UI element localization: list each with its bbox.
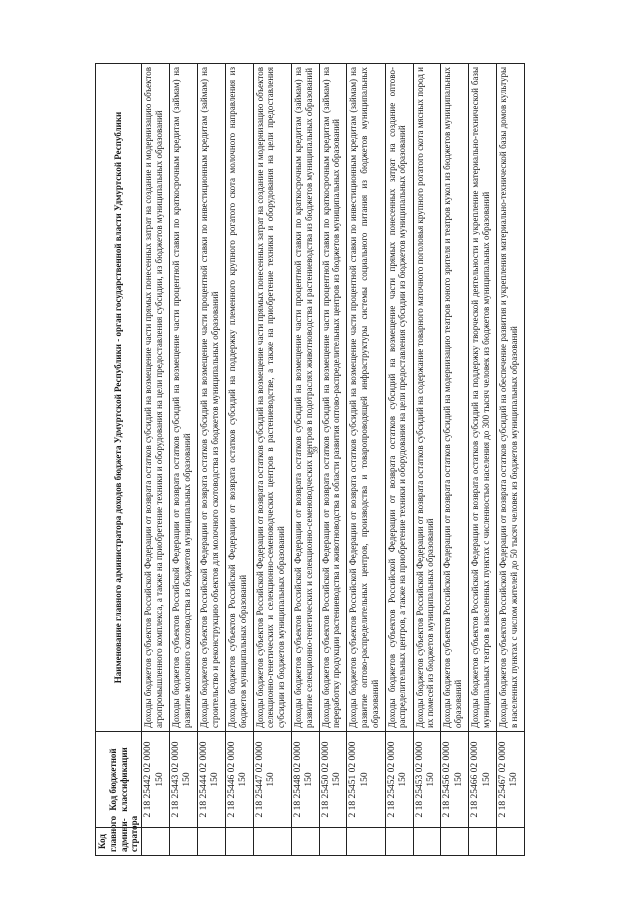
table-header-row: [96, 64, 142, 856]
budget-code-cell: 2 18 25447 02 0000 150: [253, 732, 291, 828]
budget-code-cell: 2 18 25456 02 0000 150: [441, 732, 469, 828]
description-cell: Доходы бюджетов субъектов Российской Федерации от возврата остатков субсидий на модернизацию театров юного зрителя и театров кукол из бюджетов муниципальных образований: [441, 64, 469, 732]
budget-code-cell: 2 18 25450 02 0000 150: [319, 732, 347, 828]
page-number: 39: [311, 446, 320, 454]
table-row: [385, 64, 413, 856]
description-cell: Доходы бюджетов субъектов Российской Федерации от возврата остатков субсидий на поддержку творческой деятельности и укрепление материально-технической базы муниципальных театров в населенных пунктах с численностью населения до 300 тысяч человек из бюджетов муниципальных образований: [469, 64, 497, 732]
table-row: [497, 64, 525, 856]
table-row: [347, 64, 385, 856]
description-cell: Доходы бюджетов субъектов Российской Федерации от возврата остатков субсидий на возмещение части прямых понесенных затрат на создание и модернизацию объектов агропромышленного комплекса, а также на приобретение техники и оборудования на цели предоставления субсидии, из бюджетов муниципальных образований: [142, 64, 170, 732]
rotated-table-wrapper: [95, 64, 525, 856]
admin-code-cell: [347, 828, 385, 856]
description-cell: Доходы бюджетов субъектов Российской Федерации от возврата остатков субсидий на возмещение части процентной ставки по краткосрочным кредитам (займам) на развитие селекционно-генетических и селекционно-семеноводческих центров в подотраслях животноводства и растениеводства из бюджетов муниципальных образований: [291, 64, 319, 732]
budget-code-cell: 2 18 25448 02 0000 150: [291, 732, 319, 828]
header-admin-code: Код главного админи-стратора: [96, 828, 142, 856]
admin-code-cell: [291, 828, 319, 856]
admin-code-cell: [469, 828, 497, 856]
admin-code-cell: [319, 828, 347, 856]
admin-code-cell: [170, 828, 198, 856]
description-cell: Доходы бюджетов субъектов Российской Федерации от возврата остатков субсидий на возмещение части прямых понесенных затрат на создание и модернизацию объектов селекционно-генетических и селекционно-семеноводческих центров в растениеводстве, а также на приобретение техники и оборудования на цели предоставления субсидии из бюджетов муниципальных образований: [253, 64, 291, 732]
budget-code-cell: 2 18 25443 02 0000 150: [170, 732, 198, 828]
admin-code-cell: [497, 828, 525, 856]
description-cell: Доходы бюджетов субъектов Российской Федерации от возврата остатков субсидий на возмещение части процентной ставки по инвестиционным кредитам (займам) на строительство и реконструкцию объектов для молочного скотоводства из бюджетов муниципальных образований: [197, 64, 225, 732]
admin-code-cell: [413, 828, 441, 856]
budget-code-cell: 2 18 25451 02 0000 150: [347, 732, 385, 828]
description-cell: Доходы бюджетов субъектов Российской Федерации от возврата остатков субсидий на возмещение части процентной ставки по краткосрочным кредитам (займам) на развитие молочного скотоводства из бюджетов муниципальных образований: [170, 64, 198, 732]
table-row: [142, 64, 170, 856]
table-row: [469, 64, 497, 856]
budget-code-cell: 2 18 25453 02 0000 150: [413, 732, 441, 828]
budget-code-cell: 2 18 25446 02 0000 150: [225, 732, 253, 828]
header-budget-code: Код бюджетной классификации: [96, 732, 142, 828]
budget-code-cell: 2 18 25452 02 0000 150: [385, 732, 413, 828]
budget-code-cell: 2 18 25442 02 0000 150: [142, 732, 170, 828]
table-row: [225, 64, 253, 856]
budget-code-cell: 2 18 25466 02 0000 150: [469, 732, 497, 828]
admin-code-cell: [441, 828, 469, 856]
header-name: Наименование главного администратора доходов бюджета Удмуртской Республики - орган государственной власти Удмуртской Республики: [96, 64, 142, 732]
description-cell: Доходы бюджетов субъектов Российской Федерации от возврата остатков субсидий на содержание товарного маточного поголовья крупного рогатого скота мясных пород и их помесей из бюджетов муниципальных образований: [413, 64, 441, 732]
description-cell: Доходы бюджетов субъектов Российской Федерации от возврата остатков субсидий на поддержку племенного крупного рогатого скота молочного направления из бюджетов муниципальных образований: [225, 64, 253, 732]
description-cell: Доходы бюджетов субъектов Российской Федерации от возврата остатков субсидий на возмещение части процентной ставки по краткосрочным кредитам (займам) на переработку продукции растениеводства и животноводства в области развития оптово-распределительных центров из бюджетов муниципальных образований: [319, 64, 347, 732]
admin-code-cell: [225, 828, 253, 856]
description-cell: Доходы бюджетов субъектов Российской Федерации от возврата остатков субсидий на обеспечение развития и укрепления материально-технической базы домов культуры в населенных пунктах с числом жителей до 50 тысяч человек из бюджетов муниципальных образований: [497, 64, 525, 732]
admin-code-cell: [385, 828, 413, 856]
budget-code-cell: 2 18 25444 02 0000 150: [197, 732, 225, 828]
table-row: [413, 64, 441, 856]
admin-code-cell: [197, 828, 225, 856]
description-cell: Доходы бюджетов субъектов Российской Федерации от возврата остатков субсидий на возмещение части прямых понесенных затрат на создание оптово-распределительных центров, а также на приобретение техники и оборудования на цели предоставления субсидии из бюджетов муниципальных образований: [385, 64, 413, 732]
table-row: [197, 64, 225, 856]
table-row: [253, 64, 291, 856]
revenue-table: [95, 63, 525, 856]
table-row: [170, 64, 198, 856]
description-cell: Доходы бюджетов субъектов Российской Федерации от возврата остатков субсидий на возмещение части процентной ставки по инвестиционным кредитам (займам) на развитие оптово-распределительных центров, производства и товаропроводящей инфраструктуры системы социального питания из бюджетов муниципальных образований: [347, 64, 385, 732]
budget-code-cell: 2 18 25467 02 0000 150: [497, 732, 525, 828]
table-row: [441, 64, 469, 856]
table-row: [319, 64, 347, 856]
admin-code-cell: [253, 828, 291, 856]
admin-code-cell: [142, 828, 170, 856]
table-row: [291, 64, 319, 856]
